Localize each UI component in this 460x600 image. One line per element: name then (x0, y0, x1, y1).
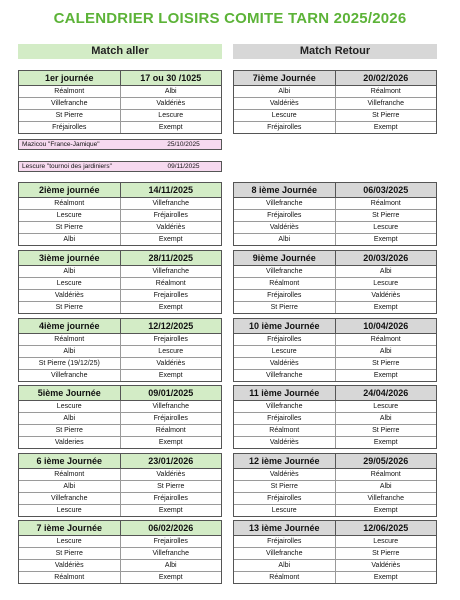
home-team: Fréjairolles (267, 292, 302, 299)
match-row (19, 198, 221, 210)
home-team: Réalmont (54, 574, 85, 581)
match-row (19, 469, 221, 481)
event-date: 09/11/2025 (167, 163, 200, 170)
away-team: Valdériès (120, 222, 222, 233)
away-team: Exempt (335, 370, 437, 381)
match-row (19, 98, 221, 110)
home-team: Villefranche (51, 100, 88, 107)
home-team: Valdériès (54, 292, 84, 299)
match-row (234, 234, 436, 245)
match-row (19, 536, 221, 548)
away-team: Lescure (335, 222, 437, 233)
home-team: St Pierre (270, 304, 298, 311)
page-title: CALENDRIER LOISIRS COMITE TARN 2025/2026 (53, 10, 407, 27)
match-row (234, 548, 436, 560)
match-row (19, 505, 221, 516)
round-block-retour (233, 318, 437, 382)
round-header (19, 71, 221, 86)
match-row (19, 346, 221, 358)
away-team: Villefranche (120, 266, 222, 277)
match-row (234, 290, 436, 302)
home-team: Fréjairolles (267, 415, 302, 422)
away-team: Frejairolles (120, 536, 222, 547)
round-header (19, 319, 221, 334)
away-team: Lescure (120, 346, 222, 357)
match-row (19, 278, 221, 290)
match-row (234, 401, 436, 413)
match-row (234, 358, 436, 370)
home-team: St Pierre (270, 483, 298, 490)
round-block-aller (18, 182, 222, 246)
away-team: St Pierre (335, 110, 437, 121)
away-team: Exempt (335, 505, 437, 516)
match-row (234, 560, 436, 572)
round-date: 14/11/2025 (120, 183, 222, 197)
round-header (19, 183, 221, 198)
home-team: Fréjairolles (267, 538, 302, 545)
away-team: Réalmont (120, 278, 222, 289)
round-label: 12 ième Journée (248, 456, 320, 466)
match-row (234, 346, 436, 358)
away-team: Villefranche (335, 98, 437, 109)
home-team: Villefranche (51, 372, 88, 379)
match-row (19, 358, 221, 370)
match-row (19, 548, 221, 560)
round-header (19, 454, 221, 469)
round-date: 20/03/2026 (335, 251, 437, 265)
event-row (18, 161, 222, 172)
home-team: Fréjairolles (52, 124, 87, 131)
round-block-aller (18, 70, 222, 134)
home-team: Albi (278, 88, 291, 95)
away-team: Valdériès (120, 98, 222, 109)
round-date: 29/05/2026 (335, 454, 437, 468)
event-row (18, 139, 222, 150)
home-team: Villefranche (266, 372, 303, 379)
home-team: Albi (63, 483, 76, 490)
home-team: Lescure (271, 112, 297, 119)
home-team: Villefranche (266, 550, 303, 557)
home-team: Lescure (56, 403, 82, 410)
away-team: Exempt (120, 122, 222, 133)
match-row (234, 302, 436, 313)
home-team: Valdériès (269, 439, 299, 446)
match-row (234, 222, 436, 234)
match-row (234, 98, 436, 110)
home-team: Valderies (54, 439, 84, 446)
round-label: 6 ième Journée (36, 456, 103, 466)
round-header (19, 251, 221, 266)
match-row (19, 210, 221, 222)
match-row (234, 122, 436, 133)
match-row (234, 493, 436, 505)
away-team: St Pierre (120, 481, 222, 492)
away-team: Réalmont (335, 469, 437, 480)
home-team: Albi (63, 348, 76, 355)
column-header-retour: Match Retour (233, 44, 437, 59)
home-team: Lescure (56, 280, 82, 287)
away-team: Lescure (335, 401, 437, 412)
away-team: Exempt (120, 572, 222, 583)
match-row (19, 290, 221, 302)
away-team: Lescure (120, 110, 222, 121)
home-team: Valdériès (269, 360, 299, 367)
match-row (19, 86, 221, 98)
match-row (19, 110, 221, 122)
round-header (234, 521, 436, 536)
round-label: 9ième Journée (252, 253, 316, 263)
round-label: 3ième journée (38, 253, 100, 263)
home-team: Lescure (56, 212, 82, 219)
round-block-retour (233, 453, 437, 517)
home-team: Valdériès (269, 100, 299, 107)
round-block-aller (18, 520, 222, 584)
match-row (19, 401, 221, 413)
away-team: Exempt (335, 302, 437, 313)
round-label: 10 ième Journée (248, 321, 320, 331)
round-date: 20/02/2026 (335, 71, 437, 85)
match-row (234, 210, 436, 222)
home-team: Albi (63, 415, 76, 422)
match-row (234, 469, 436, 481)
round-header (234, 319, 436, 334)
match-row (234, 437, 436, 448)
round-label: 1er journée (44, 73, 94, 83)
home-team: St Pierre (55, 224, 83, 231)
away-team: Réalmont (335, 86, 437, 97)
match-row (19, 481, 221, 493)
round-label: 11 ième Journée (249, 388, 320, 398)
away-team: Valdériès (335, 560, 437, 571)
away-team: Exempt (335, 437, 437, 448)
match-row (234, 505, 436, 516)
away-team: St Pierre (335, 210, 437, 221)
away-team: Villefranche (120, 401, 222, 412)
match-row (234, 536, 436, 548)
match-row (234, 481, 436, 493)
event-name: Lescure "tournoi des jardiniers" (22, 163, 112, 170)
round-date: 23/01/2026 (120, 454, 222, 468)
round-label: 7ième Journée (252, 73, 316, 83)
event-date: 25/10/2025 (167, 141, 200, 148)
round-label: 8 ième Journée (251, 185, 318, 195)
round-date: 12/06/2025 (335, 521, 437, 535)
round-date: 06/02/2026 (120, 521, 222, 535)
home-team: Fréjairolles (267, 336, 302, 343)
match-row (19, 302, 221, 313)
away-team: Exempt (335, 122, 437, 133)
away-team: Villefranche (120, 198, 222, 209)
away-team: Réalmont (120, 425, 222, 436)
match-row (234, 110, 436, 122)
home-team: Valdériès (54, 562, 84, 569)
away-team: Valdériès (120, 358, 222, 369)
event-name: Mazicou "France-Jamique" (22, 141, 100, 148)
home-team: Fréjairolles (267, 212, 302, 219)
home-team: Albi (63, 268, 76, 275)
away-team: Exempt (120, 302, 222, 313)
match-row (234, 86, 436, 98)
round-header (234, 386, 436, 401)
away-team: Réalmont (335, 334, 437, 345)
round-header (234, 183, 436, 198)
round-block-retour (233, 385, 437, 449)
match-row (19, 560, 221, 572)
round-date: 17 ou 30 /1025 (120, 71, 222, 85)
home-team: Valdériès (269, 224, 299, 231)
home-team: Fréjairolles (267, 495, 302, 502)
away-team: Exempt (335, 572, 437, 583)
home-team: Réalmont (269, 427, 300, 434)
round-label: 2ième journée (38, 185, 100, 195)
home-team: Villefranche (51, 495, 88, 502)
home-team: Villefranche (266, 268, 303, 275)
home-team: Réalmont (54, 336, 85, 343)
away-team: Exempt (335, 234, 437, 245)
round-header (234, 454, 436, 469)
round-block-aller (18, 385, 222, 449)
home-team: Fréjairolles (267, 124, 302, 131)
away-team: Albi (335, 481, 437, 492)
round-date: 24/04/2026 (335, 386, 437, 400)
round-date: 28/11/2025 (120, 251, 222, 265)
away-team: Frejairolles (120, 334, 222, 345)
round-date: 10/04/2026 (335, 319, 437, 333)
home-team: Albi (278, 236, 291, 243)
away-team: Exempt (120, 505, 222, 516)
match-row (19, 234, 221, 245)
round-header (19, 386, 221, 401)
away-team: Albi (120, 560, 222, 571)
match-row (234, 572, 436, 583)
match-row (234, 425, 436, 437)
match-row (19, 572, 221, 583)
away-team: Villefranche (335, 493, 437, 504)
home-team: St Pierre (55, 304, 83, 311)
match-row (234, 413, 436, 425)
round-block-aller (18, 250, 222, 314)
match-row (19, 413, 221, 425)
away-team: Valdériès (335, 290, 437, 301)
away-team: Lescure (335, 536, 437, 547)
home-team: Réalmont (269, 280, 300, 287)
home-team: Albi (278, 562, 291, 569)
match-row (19, 334, 221, 346)
round-date: 09/01/2025 (120, 386, 222, 400)
home-team: Réalmont (269, 574, 300, 581)
match-row (19, 222, 221, 234)
home-team: Lescure (56, 538, 82, 545)
away-team: Exempt (120, 437, 222, 448)
home-team: Réalmont (54, 88, 85, 95)
away-team: Fréjairolles (120, 493, 222, 504)
home-team: Villefranche (266, 403, 303, 410)
away-team: Réalmont (335, 198, 437, 209)
match-row (19, 425, 221, 437)
away-team: Albi (335, 266, 437, 277)
round-date: 06/03/2025 (335, 183, 437, 197)
away-team: Frejairolles (120, 290, 222, 301)
home-team: Lescure (56, 507, 82, 514)
match-row (234, 198, 436, 210)
home-team: St Pierre (55, 427, 83, 434)
column-header-aller: Match aller (18, 44, 222, 59)
match-row (19, 493, 221, 505)
round-block-retour (233, 250, 437, 314)
round-block-aller (18, 453, 222, 517)
round-block-aller (18, 318, 222, 382)
match-row (19, 437, 221, 448)
away-team: St Pierre (335, 425, 437, 436)
round-header (234, 251, 436, 266)
home-team: Lescure (271, 348, 297, 355)
home-team: Villefranche (266, 200, 303, 207)
away-team: Albi (335, 413, 437, 424)
away-team: St Pierre (335, 548, 437, 559)
match-row (234, 266, 436, 278)
home-team: Albi (63, 236, 76, 243)
away-team: Villefranche (120, 548, 222, 559)
away-team: Exempt (120, 370, 222, 381)
home-team: Réalmont (54, 471, 85, 478)
away-team: Exempt (120, 234, 222, 245)
round-header (19, 521, 221, 536)
away-team: Albi (120, 86, 222, 97)
round-label: 7 ième Journée (36, 523, 103, 533)
round-block-retour (233, 520, 437, 584)
home-team: Réalmont (54, 200, 85, 207)
round-label: 4ième journée (38, 321, 100, 331)
round-header (234, 71, 436, 86)
match-row (19, 266, 221, 278)
round-date: 12/12/2025 (120, 319, 222, 333)
match-row (234, 370, 436, 381)
away-team: St Pierre (335, 358, 437, 369)
away-team: Fréjairolles (120, 210, 222, 221)
round-block-retour (233, 182, 437, 246)
round-block-retour (233, 70, 437, 134)
round-label: 13 ième Journée (248, 523, 320, 533)
away-team: Lescure (335, 278, 437, 289)
away-team: Fréjairolles (120, 413, 222, 424)
home-team: St Pierre (19/12/25) (38, 360, 100, 367)
match-row (19, 370, 221, 381)
home-team: Valdériès (269, 471, 299, 478)
home-team: St Pierre (55, 550, 83, 557)
match-row (234, 278, 436, 290)
home-team: St Pierre (55, 112, 83, 119)
round-label: 5ième Journée (37, 388, 101, 398)
match-row (19, 122, 221, 133)
match-row (234, 334, 436, 346)
away-team: Albi (335, 346, 437, 357)
away-team: Valdériès (120, 469, 222, 480)
home-team: Lescure (271, 507, 297, 514)
